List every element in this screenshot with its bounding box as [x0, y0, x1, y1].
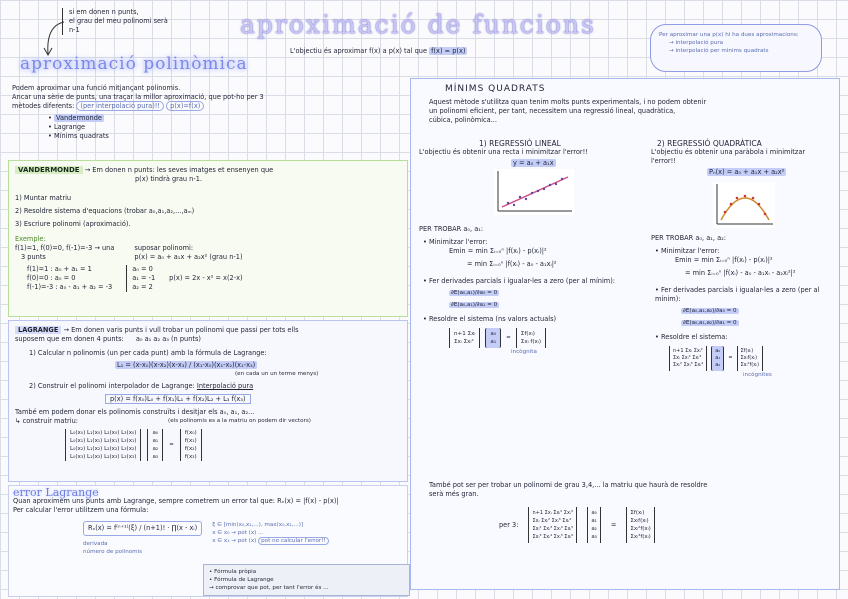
error-footnote: [203, 564, 410, 596]
error-label-2: número de polinomis: [83, 549, 143, 555]
poly-intro-1: Podem aproximar una funció mitjançant polinomis.: [12, 84, 181, 92]
error-foot-1: • Fórmula pròpia: [209, 569, 257, 575]
minims-intro-1: Aquest mètode s'utilitza quan tenim molts punts experimentals, i no podem obtenir: [429, 98, 707, 106]
method-minims: Mínims quadrats: [54, 132, 109, 140]
lagrange-result-4: f(x₃): [184, 454, 197, 460]
linear-unknown-2: a₁: [490, 339, 497, 345]
quadratic-model-text: Pₙ(x) = a₀ + a₁x + a₂x²: [709, 168, 785, 176]
grau3-unknown-3: a₂: [591, 526, 597, 532]
example-points: 3 punts: [21, 253, 46, 261]
linear-emin-2: = min Σᵢ₌₀ⁿ |f(xᵢ) - a₀ - a₁xᵢ|²: [467, 260, 557, 268]
linear-b2: Fer derivades parcials i igualar-les a zero (per al mínim):: [429, 277, 615, 285]
vandermonde-desc-1: → Em donen n punts: les seves imatges et ensenyen que: [84, 166, 274, 174]
quadratic-b1: Minimitzar l'error:: [661, 247, 720, 255]
quadratic-desc-2: l'error!!: [651, 157, 676, 165]
linear-d1: ∂E(a₀,a₁)/∂a₀ = 0: [451, 290, 498, 296]
quadratic-unknown-2: a₁: [715, 355, 721, 361]
poly-intro: [12, 84, 407, 141]
grau3-label: per 3:: [499, 520, 519, 529]
method-lagrange: Lagrange: [54, 123, 86, 131]
quadratic-emin-2: = min Σᵢ₌₀ⁿ |f(xᵢ) - a₀ - a₁xᵢ - a₂xᵢ²|²: [685, 269, 796, 277]
minims-title: MÍNIMS QUADRATS: [445, 84, 546, 94]
linear-model: [511, 159, 556, 168]
quadratic-emin-1: Emin = min Σᵢ₌₀ⁿ |f(xᵢ) - p(xᵢ)|²: [675, 256, 773, 264]
quadratic-desc-1: L'objectiu és obtenir una paràbola i minimitzar: [651, 148, 806, 156]
error-cond-3: x ∈ x₁ → pot (x): [212, 538, 257, 544]
linear-column: [419, 139, 624, 356]
quadratic-column: [651, 139, 836, 379]
example-row-3: f(-1)=-3 : a₀ - a₁ + a₂ = -3: [27, 283, 113, 291]
example-data: f(1)=1, f(0)=0, f(-1)=-3 → una: [15, 244, 115, 252]
linear-regression-chart: [494, 169, 574, 215]
lagrange-formula-note: (en cada un un terme menys): [235, 371, 319, 377]
objective-formula: f(x) ≈ p(x): [431, 47, 466, 55]
grau3-unknowns: [587, 507, 601, 543]
minims-extension: També pot ser per trobar un polinomi de grau 3,4,... la matriu que haurà de resoldre serà més gran. per 3: n+1 Σxᵢ Σxᵢ² Σxᵢ³ Σxᵢ Σxᵢ² Σxᵢ³ Σxᵢ⁴ Σxᵢ² Σxᵢ³ Σxᵢ⁴ Σxᵢ⁵ Σxᵢ³ Σxᵢ⁴ Σxᵢ⁵ Σxᵢ⁶ a₀ a₁ a₂ a₃ = Σf(xᵢ) Σxᵢf(xᵢ) Σxᵢ²f(xᵢ) Σxᵢ³f(xᵢ): [429, 481, 829, 543]
error-label-1: derivada: [83, 541, 108, 547]
linear-tag: incògnita: [511, 349, 537, 355]
grau3-rhs-2: Σxᵢf(xᵢ): [630, 518, 649, 524]
grau3-rhs-1: Σf(xᵢ): [630, 510, 645, 516]
grau3-unknown-4: a₃: [591, 534, 597, 540]
lagrange-result-2: f(x₁): [184, 438, 197, 444]
vandermonde-panel: [8, 160, 408, 317]
linear-rhs-1: Σf(xᵢ): [520, 331, 535, 337]
quadratic-unknown-3: a₂: [715, 362, 721, 368]
section-title-polinomica: aproximació polinòmica: [20, 54, 248, 74]
lagrange-step-1: 1) Calcular n polinomis (un per cada punt) amb la fórmula de Lagrange:: [29, 349, 267, 357]
linear-heading: 1) REGRESSIÓ LINEAL: [479, 139, 561, 148]
example-sol-1: a₀ = 0: [132, 265, 153, 273]
quadratic-model: [707, 168, 786, 177]
lagrange-result-3: f(x₂): [184, 446, 197, 452]
page-title: aproximació de funcions: [240, 10, 596, 39]
linear-matrix-row-1: n+1 Σxᵢ: [454, 331, 476, 337]
quadratic-tag: incògnites: [743, 372, 772, 378]
lagrange-desc-2: suposem que em donen 4 punts:: [15, 335, 124, 343]
cloud-line-3: → interpolació per mínims quadrats: [669, 48, 769, 54]
quadratic-unknown-1: a₀: [715, 348, 721, 354]
example-row-2: f(0)=0 : a₀ = 0: [27, 274, 76, 282]
example-poly-label: suposar polinomi:: [134, 244, 194, 252]
grau3-matrix-row-4: Σxᵢ³ Σxᵢ⁴ Σxᵢ⁵ Σxᵢ⁶: [532, 534, 574, 540]
objective-text: L'objectiu és aproximar f(x) a p(x) tal que: [290, 47, 428, 55]
lagrange-unknown-4: a₃: [152, 454, 159, 460]
linear-matrix: n+1 Σxᵢ Σxᵢ Σxᵢ² a₀ a₁ = Σf(xᵢ) Σxᵢ f(xᵢ): [419, 328, 624, 348]
quadratic-regression-chart: [713, 182, 775, 228]
example-sol-3: a₂ = 2: [132, 283, 153, 291]
example-sol-2: a₁ = -1: [132, 274, 156, 282]
quadratic-matrix-row-3: Σxᵢ² Σxᵢ³ Σxᵢ⁴: [673, 362, 704, 368]
vandermonde-step-1: 1) Muntar matriu: [15, 194, 72, 202]
quadratic-heading: 2) REGRESSIÓ QUADRÀTICA: [657, 139, 762, 148]
grau3-unknown-1: a₀: [591, 510, 597, 516]
poly-intro-3: mètodes diferents:: [12, 102, 75, 110]
linear-b3: Resoldre el sistema (ns valors actuals): [429, 315, 557, 323]
lagrange-step-2-tag: Interpolació pura: [196, 382, 254, 390]
lagrange-unknown-2: a₁: [152, 438, 159, 444]
linear-unknown-1: a₀: [490, 331, 497, 337]
lagrange-unknown-1: a₀: [152, 430, 159, 436]
objective-line: [290, 47, 467, 56]
error-cond-2: x ∈ x₀ → pot (x) ...: [212, 530, 264, 536]
error-foot-3: → comprovar que pot, per tant l'error és ...: [209, 585, 329, 591]
minims-panel: [410, 78, 840, 590]
linear-rhs-2: Σxᵢ f(xᵢ): [520, 339, 542, 345]
poly-intro-tag: (per interpolació pura)!!: [76, 101, 164, 111]
lagrange-matrix-row-2: L₀(x₁) L₁(x₁) L₂(x₁) L₃(x₁): [70, 438, 137, 444]
lagrange-matrix-row-4: L₀(x₃) L₁(x₃) L₂(x₃) L₃(x₃): [70, 454, 137, 460]
lagrange-matrix-row-3: L₀(x₂) L₁(x₂) L₂(x₂) L₃(x₂): [70, 446, 137, 452]
error-desc-1: Quan aproximem uns punts amb Lagrange, sempre cometrem un error tal que:: [13, 497, 275, 505]
grau3-matrix: [528, 507, 577, 543]
quadratic-rhs-2: Σxᵢf(xᵢ): [740, 355, 758, 361]
vandermonde-step-2: 2) Resoldre sistema d'equacions (trobar a₀,a₁,a₂,...,aₘ): [15, 207, 195, 215]
quadratic-b2: Fer derivades parcials i igualar-les a zero (per al mínim):: [655, 286, 820, 303]
linear-model-text: y = a₀ + a₁x: [513, 159, 554, 167]
linear-matrix-row-2: Σxᵢ Σxᵢ²: [454, 339, 474, 345]
grau3-matrix-row-1: n+1 Σxᵢ Σxᵢ² Σxᵢ³: [532, 510, 573, 516]
example-label: Exemple:: [15, 235, 46, 243]
cloud-line-2: → interpolació pura: [669, 40, 724, 46]
top-note: [62, 8, 168, 35]
example-row-1: f(1)=1 : a₀ + a₁ = 1: [27, 265, 92, 273]
method-vandermonde: Vandermonde: [56, 114, 102, 122]
cloud-line-1: Per aproximar una p(x) hi ha dues aproximacions:: [659, 32, 799, 38]
error-title: error Lagrange: [13, 486, 99, 499]
grau3-unknown-2: a₁: [591, 518, 597, 524]
quadratic-matrix: n+1 Σxᵢ Σxᵢ² Σxᵢ Σxᵢ² Σxᵢ³ Σxᵢ² Σxᵢ³ Σxᵢ⁴ a₀ a₁ a₂ = Σf(xᵢ) Σxᵢf(xᵢ) Σxᵢ²f(xᵢ): [651, 346, 836, 371]
top-note-line-3: n-1: [69, 26, 80, 34]
quadratic-d2: ∂E(a₀,a₁,a₂)/∂a₁ = 0: [683, 320, 737, 326]
grau3-rhs: [626, 507, 654, 543]
error-panel: [8, 485, 408, 597]
quadratic-find: PER TROBAR a₀, a₁, a₂:: [651, 234, 726, 242]
lagrange-desc-1: → Em donen varis punts i vull trobar un polinomi que passi per tots ells: [63, 326, 299, 334]
linear-desc: L'objectiu és obtenir una recta i minimitzar l'error!!: [419, 148, 588, 156]
error-foot-2: • Fórmula de Lagrange: [209, 577, 274, 583]
lagrange-also-1: També em podem donar els polinomis construïts i desitjar els a₀, a₁, a₂...: [15, 408, 255, 416]
quadratic-d1: ∂E(a₀,a₁,a₂)/∂a₀ = 0: [683, 308, 737, 314]
methods-list: [12, 114, 407, 141]
lagrange-matrix-row-1: L₀(x₀) L₁(x₀) L₂(x₀) L₃(x₀): [70, 430, 137, 436]
lagrange-step-2: 2) Construir el polinomi interpolador de Lagrange:: [29, 382, 195, 390]
minims-intro-3: cúbica, polinòmica...: [429, 116, 497, 124]
vandermonde-step-3: 3) Escriure polinomi (aproximació).: [15, 220, 131, 228]
poly-intro-tag-2: p(x)=f(x): [166, 101, 204, 111]
lagrange-title: LAGRANGE: [15, 326, 61, 334]
grau3-matrix-row-3: Σxᵢ² Σxᵢ³ Σxᵢ⁴ Σxᵢ⁵: [532, 526, 574, 532]
minims-also-2: serà més gran.: [429, 490, 479, 498]
quadratic-matrix-row-2: Σxᵢ Σxᵢ² Σxᵢ³: [673, 355, 702, 361]
poly-intro-2: Ancar una sèrie de punts, una traçar la millor aproximació, que pot-ho per 3: [12, 93, 264, 101]
example-poly: p(x) = a₀ + a₁x + a₂x²: [134, 253, 208, 261]
lagrange-result-1: f(x₀): [184, 430, 197, 436]
grau3-rhs-4: Σxᵢ³f(xᵢ): [630, 534, 651, 540]
error-desc-2: Per calcular l'error utilitzem una fórmula:: [13, 506, 149, 514]
error-formula-e: Rₙ(x) = |f(x) - p(x)|: [277, 497, 339, 505]
lagrange-matrix: L₀(x₀) L₁(x₀) L₂(x₀) L₃(x₀) L₀(x₁) L₁(x₁) L₂(x₁) L₃(x₁) L₀(x₂) L₁(x₂) L₂(x₂) L₃(x₂) L₀(x₃) L₁(x₃) L₂(x₃) L₃(x₃) a₀ a₁ a₂ a₃ = f(x₀) f(x₁) f(x₂) f(x₃): [15, 429, 403, 461]
minims-intro-2: un polinomi eficient, per tant, necessitem una regressió lineal, quadràtica,: [429, 107, 676, 115]
top-note-line-2: el grau del meu polinomi serà: [69, 17, 168, 25]
linear-emin-1: Emin = min Σᵢ₌₀ⁿ |f(xᵢ) - p(xᵢ)|²: [449, 247, 547, 255]
quadratic-rhs-3: Σxᵢ²f(xᵢ): [740, 362, 760, 368]
quadratic-rhs-1: Σf(xᵢ): [740, 348, 754, 354]
example-result: p(x) = 2x - x² = x(2-x): [169, 274, 243, 282]
lagrange-poly: p(x) = f(x₀)L₀ + f(x₁)L₁ + f(x₂)L₂ + L₃ f(x₃): [105, 394, 251, 404]
linear-b1: Minimitzar l'error:: [429, 238, 488, 246]
grau3-rhs-3: Σxᵢ²f(xᵢ): [630, 526, 651, 532]
error-cond-1: ξ ∈ [min(x₀,x₁,...), max(x₀,x₁,...)]: [212, 522, 304, 528]
lagrange-unknown-3: a₂: [152, 446, 159, 452]
lagrange-also-2: ↳ construir matriu:: [15, 417, 79, 425]
lagrange-points: a₀ a₁ a₂ a₃ (n punts): [135, 335, 201, 343]
example-degree: (grau n-1): [209, 253, 243, 261]
top-note-line-1: si em donen n punts,: [69, 8, 139, 16]
lagrange-matrix-note: (els polinomis es a la matriu on podem dir vectors): [168, 418, 311, 424]
linear-find: PER TROBAR a₀, a₁:: [419, 225, 484, 233]
quadratic-b3: Resoldre el sistema:: [661, 333, 728, 341]
lagrange-formula-l1: L₁ = (x-x₀)(x-x₂)(x-x₃) / (x₁-x₀)(x₁-x₂)(x₁-x₃): [117, 361, 256, 369]
error-cond-note: pot no calcular l'error!!: [258, 537, 329, 545]
vandermonde-title: VANDERMONDE: [15, 166, 83, 174]
vandermonde-desc-2: p(x) tindrà grau n-1.: [135, 175, 203, 183]
linear-d2: ∂E(a₀,a₁)/∂a₁ = 0: [451, 302, 498, 308]
minims-also-1: També pot ser per trobar un polinomi de grau 3,4,... la matriu que haurà de resoldre: [429, 481, 708, 489]
lagrange-panel: [8, 320, 408, 482]
error-formula-r: Rₙ(x) = f⁽ⁿ⁺¹⁾(ξ) / (n+1)! · ∏(x - xᵢ): [83, 521, 202, 536]
grau3-matrix-row-2: Σxᵢ Σxᵢ² Σxᵢ³ Σxᵢ⁴: [532, 518, 572, 524]
approximation-cloud: [650, 24, 822, 72]
quadratic-matrix-row-1: n+1 Σxᵢ Σxᵢ²: [673, 348, 703, 354]
